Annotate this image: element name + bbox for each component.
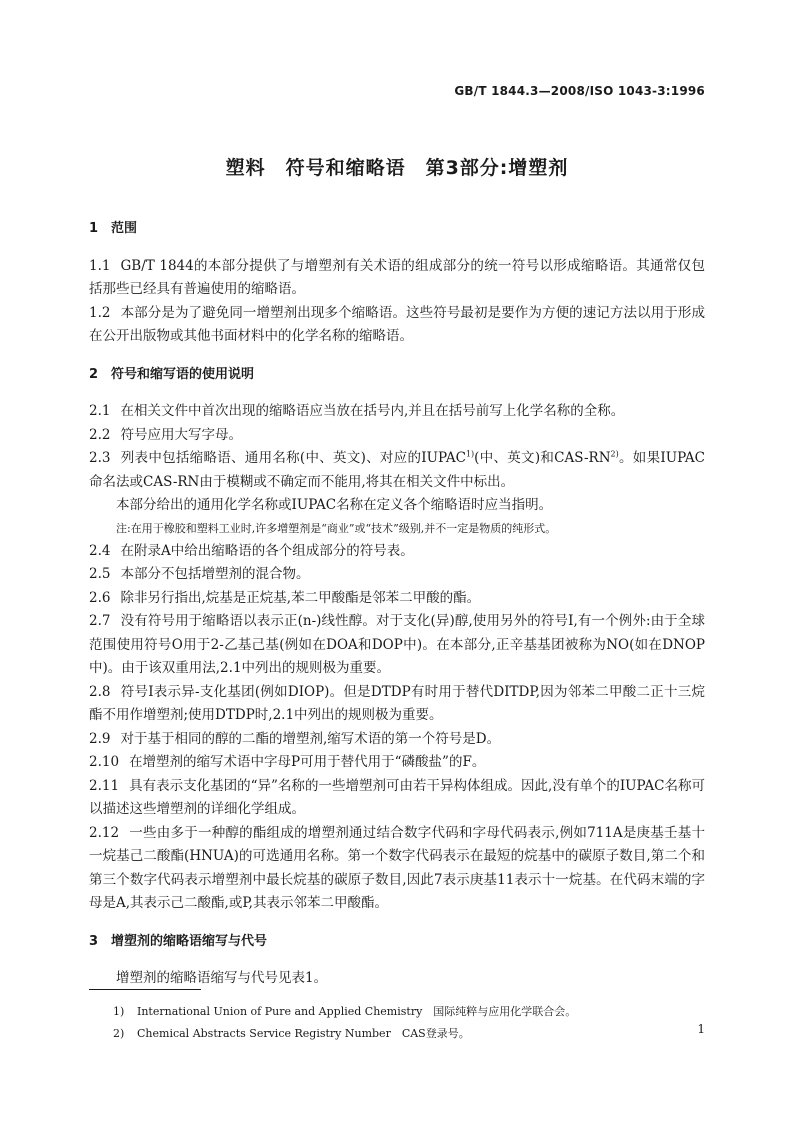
note: 注:在用于橡胶和塑料工业时,许多增塑剂是“商业”或“技术”级别,并不一定是物质的纯形式。 <box>116 521 557 535</box>
clause-2-1: 2.1 在相关文件中首次出现的缩略语应当放在括号内,并且在括号前写上化学名称的全称。 <box>89 403 625 419</box>
section-heading-2: 2 符号和缩写语的使用说明 <box>89 366 255 382</box>
footnotes <box>113 1001 705 1045</box>
document-body <box>89 217 705 991</box>
clause-2-2: 2.2 符号应用大写字母。 <box>89 426 242 443</box>
clause-2-3-continuation: 本部分给出的通用化学名称或IUPAC名称在定义各个缩略语时应当指明。 <box>116 497 553 513</box>
footnote-ref-2: 2) <box>610 449 619 459</box>
clause-2-11: 2.11 具有表示支化基团的“异”名称的一些增塑剂可由若干异构体组成。因此,没有单个的IUPAC名称可以描述这些增塑剂的详细化学组成。 <box>89 777 705 817</box>
footnote-1: 1) International Union of Pure and Applied Chemistry 国际纯粹与应用化学联合会。 <box>113 1005 577 1018</box>
section-heading-3: 3 增塑剂的缩略语缩写与代号 <box>89 933 268 949</box>
clause-2-9: 2.9 对于基于相同的醇的二酯的增塑剂,缩写术语的第一个符号是D。 <box>89 730 501 747</box>
clause-2-6: 2.6 除非另行指出,烷基是正烷基,苯二甲酸酯是邻苯二甲酸的酯。 <box>89 589 481 606</box>
page-number: 1 <box>697 1022 705 1036</box>
standard-number-header: GB/T 1844.3—2008/ISO 1043-3:1996 <box>454 84 705 98</box>
section-heading-1: 1 范围 <box>89 221 138 236</box>
clause-2-4: 2.4 在附录A中给出缩略语的各个组成部分的符号表。 <box>89 542 414 559</box>
clause-2-10: 2.10 在增塑剂的缩写术语中字母P可用于替代用于“磷酸盐”的F。 <box>89 754 486 770</box>
footnote-divider <box>89 989 201 990</box>
clause-2-7: 2.7 没有符号用于缩略语以表示正(n-)线性醇。对于支化(异)醇,使用另外的符号I,有一个例外:由于全球范围使用符号O用于2-乙基己基(例如在DOA和DOP中)。在本部分,正辛基基团被称为NO(如在DNOP中)。由于该双重用法,2.1中列出的规则极为重要。 <box>89 613 705 676</box>
footnote-ref-1: 1) <box>465 449 475 459</box>
clause-2-12: 2.12 一些由多于一种醇的酯组成的增塑剂通过结合数字代码和字母代码表示,例如711A是庚基壬基十一烷基己二酸酯(HNUA)的可选通用名称。第一个数字代码表示在最短的烷基中的碳原子数目,第二个和第三个数字代码表示增塑剂中最长烷基的碳原子数目,因此7表示庚基11表示十一烷基。在代码末端的字母是A,其表示己二酸酯,或P,其表示邻苯二甲酸酯。 <box>89 824 705 911</box>
footnote-2: 2) Chemical Abstracts Service Registry Number CAS登录号。 <box>113 1027 470 1040</box>
clause-2-5: 2.5 本部分不包括增塑剂的混合物。 <box>89 566 310 582</box>
clause-1-1: 1.1 GB/T 1844的本部分提供了与增塑剂有关术语的组成部分的统一符号以形成缩略语。其通常仅包括那些已经具有普遍使用的缩略语。 <box>89 257 705 297</box>
document-title: 塑料 符号和缩略语 第3部分:增塑剂 <box>225 157 569 179</box>
clause-1-2: 1.2 本部分是为了避免同一增塑剂出现多个缩略语。这些符号最初是要作为方便的速记方法以用于形成在公开出版物或其他书面材料中的化学名称的缩略语。 <box>89 304 705 344</box>
clause-2-3: 2.3 列表中包括缩略语、通用名称(中、英文)、对应的IUPAC$^{1)}$(中、英文)和CAS-RN$^{2)}$。如果IUPAC命名法或CAS-RN由于模糊或不确定而不能用,将其在相关文件中标出。 <box>89 449 705 490</box>
clause-2-8: 2.8 符号I表示异-支化基团(例如DIOP)。但是DTDP有时用于替代DITDP,因为邻苯二甲酸二正十三烷酯不用作增塑剂;使用DTDP时,2.1中列出的规则极为重要。 <box>89 683 705 723</box>
section-3-body: 增塑剂的缩略语缩写与代号见表1。 <box>116 970 328 986</box>
